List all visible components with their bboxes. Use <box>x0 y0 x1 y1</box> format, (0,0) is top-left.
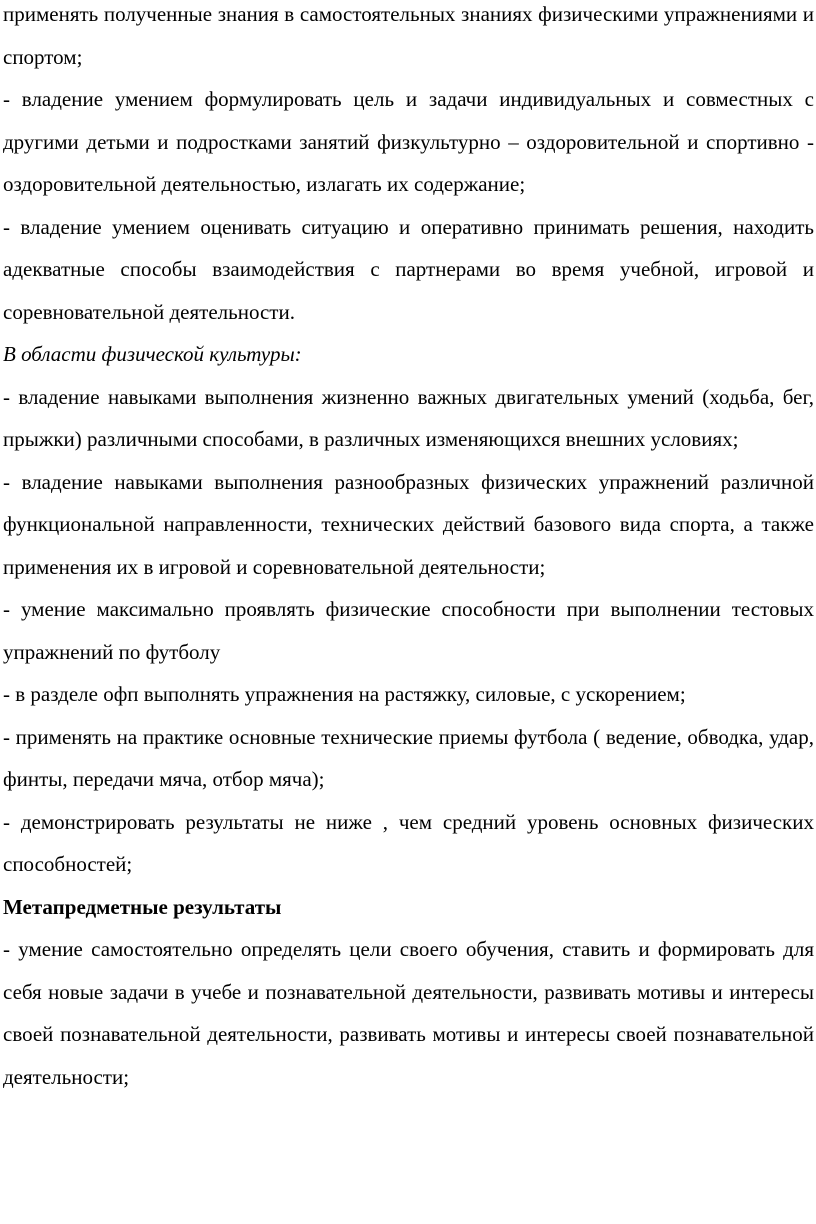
paragraph-intro-1: применять полученные знания в самостоятельных знаниях физическими упражнениями и спортом; <box>3 2 814 69</box>
list-item-metasubject-1: - умение самостоятельно определять цели своего обучения, ставить и формировать для себя новые задачи в учебе и познавательной деятельности, развивать мотивы и интересы своей познавательной деятельности, развивать мотивы и интересы своей познавательной деятельности; <box>3 937 814 1089</box>
list-item-physical-2: - владение навыками выполнения разнообразных физических упражнений различной функциональной направленности, технических действий базового вида спорта, а также применения их в игровой и соревновательной деятельности; <box>3 469 814 579</box>
list-item-physical-4: - в разделе офп выполнять упражнения на растяжку, силовые, с ускорением; <box>3 682 686 706</box>
section-heading-physical-culture: В области физической культуры: <box>3 342 302 366</box>
paragraph-intro-3: - владение умением оценивать ситуацию и оперативно принимать решения, находить адекватные способы взаимодействия с партнерами во время учебной, игровой и соревновательной деятельности. <box>3 214 814 324</box>
section-heading-metasubject: Метапредметные результаты <box>3 894 282 919</box>
paragraph-intro-2: - владение умением формулировать цель и задачи индивидуальных и совместных с другими детьми и подростками занятий физкультурно – оздоровительной и спортивно - оздоровительной деятельностью, излагать их содержание; <box>3 87 814 196</box>
list-item-physical-3: - умение максимально проявлять физические способности при выполнении тестовых упражнений по футболу <box>3 597 814 664</box>
list-item-physical-6: - демонстрировать результаты не ниже , чем средний уровень основных физических способностей; <box>3 809 814 876</box>
list-item-physical-5: - применять на практике основные технические приемы футбола ( ведение, обводка, удар, финты, передачи мяча, отбор мяча); <box>3 724 814 791</box>
list-item-physical-1: - владение навыками выполнения жизненно важных двигательных умений (ходьба, бег, прыжки) различными способами, в различных изменяющихся внешних условиях; <box>3 384 814 451</box>
